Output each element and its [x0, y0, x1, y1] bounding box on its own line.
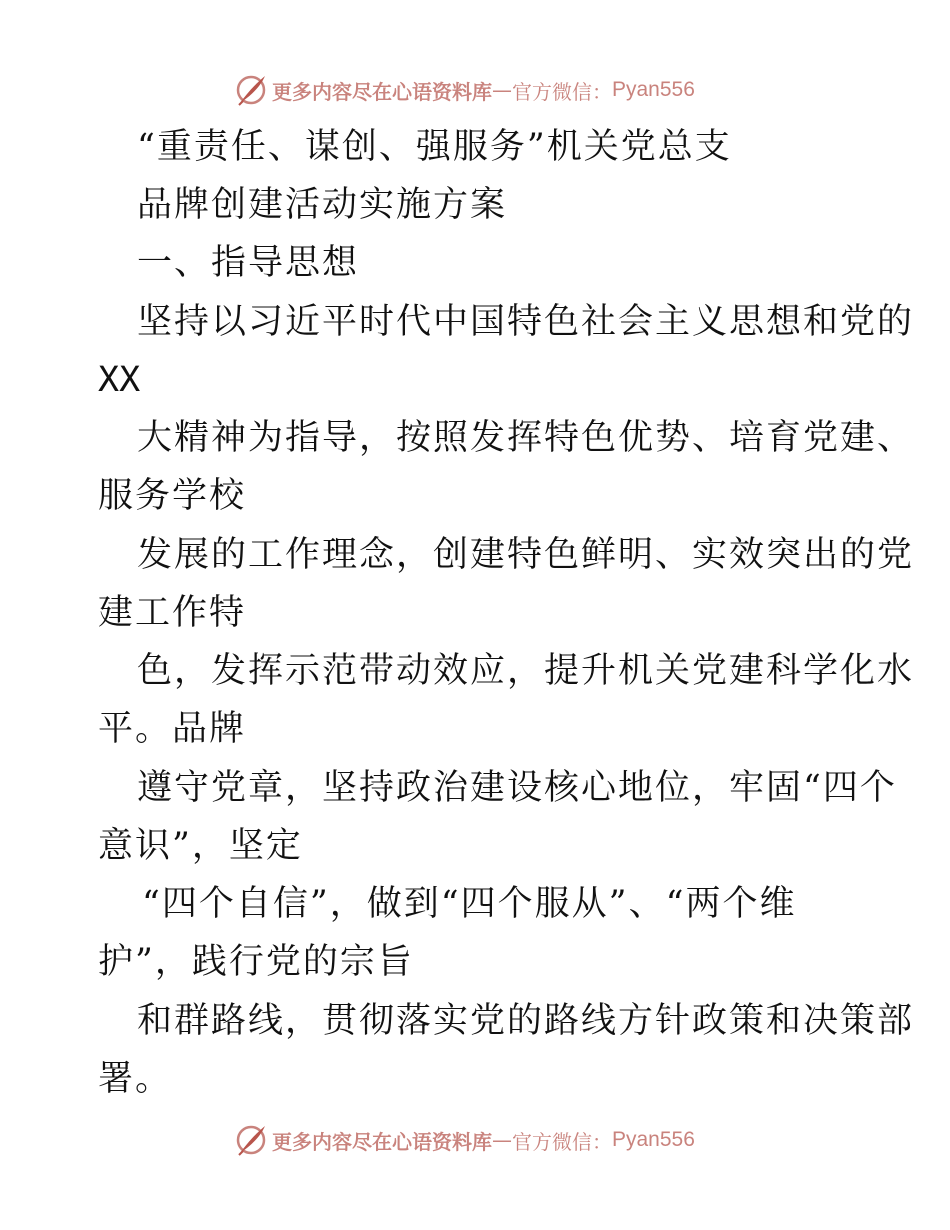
paragraph-line: 建工作特	[98, 593, 247, 633]
doc-title-line-2: 品牌创建活动实施方案	[137, 185, 508, 225]
paragraph-line: 遵守党章，坚持政治建设核心地位，牢固“四个	[137, 768, 897, 808]
quill-logo-icon	[234, 73, 268, 107]
watermark-title: 更多内容尽在心语资料库	[272, 1129, 492, 1154]
watermark-official-label: 官方微信：	[512, 1129, 612, 1154]
paragraph-line: “四个自信”，做到“四个服从”、“两个维	[142, 884, 797, 924]
paragraph-line: 坚持以习近平时代中国特色社会主义思想和党的	[137, 302, 915, 342]
watermark-dash: —	[492, 78, 512, 102]
doc-title-line-1: “重责任、谋创、强服务”机关党总支	[137, 127, 732, 167]
quill-logo-icon	[234, 1123, 268, 1157]
paragraph-line: 意识”，坚定	[98, 826, 303, 866]
watermark-dash: —	[492, 1128, 512, 1152]
section-heading: 一、指导思想	[137, 243, 360, 283]
watermark-wechat-id: Pyan556	[612, 78, 695, 101]
watermark-title: 更多内容尽在心语资料库	[272, 79, 492, 104]
watermark-wechat-id: Pyan556	[612, 1128, 695, 1151]
paragraph-line: XX	[98, 360, 141, 400]
footer-watermark	[234, 1120, 695, 1160]
paragraph-line: 护”，践行党的宗旨	[98, 942, 414, 982]
paragraph-line: 服务学校	[98, 476, 247, 516]
paragraph-line: 平。品牌	[98, 709, 247, 749]
paragraph-line: 署。	[98, 1059, 173, 1099]
watermark-official-label: 官方微信：	[512, 79, 612, 104]
header-watermark	[234, 70, 695, 110]
paragraph-line: 色，发挥示范带动效应，提升机关党建科学化水	[137, 651, 915, 691]
paragraph-line: 和群路线，贯彻落实党的路线方针政策和决策部	[137, 1001, 915, 1041]
paragraph-line: 大精神为指导，按照发挥特色优势、培育党建、	[137, 418, 915, 458]
paragraph-line: 发展的工作理念，创建特色鲜明、实效突出的党	[137, 535, 915, 575]
